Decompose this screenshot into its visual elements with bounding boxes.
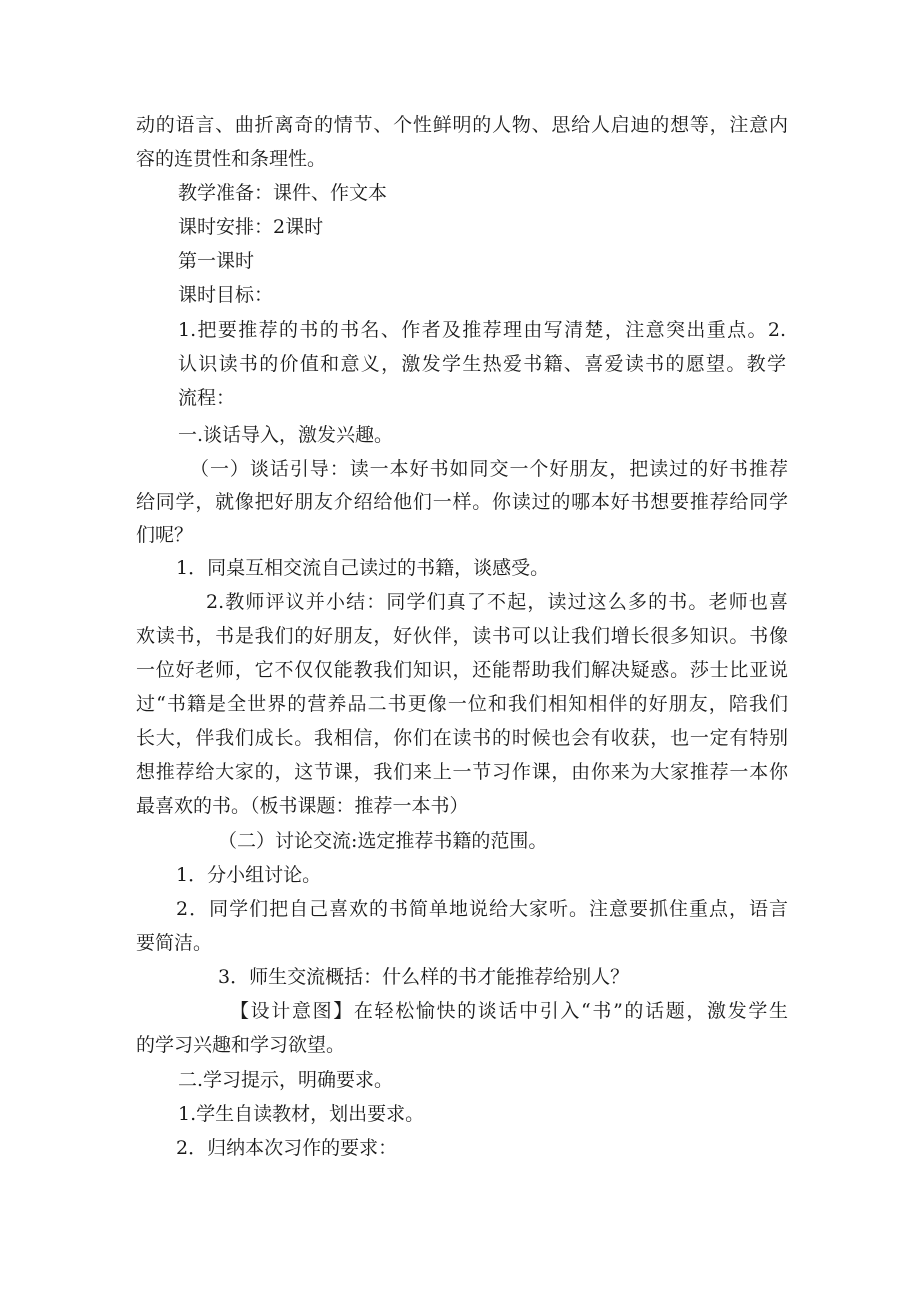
text-line-5: 第一课时: [178, 250, 255, 272]
text-line-8: 认识读书的价值和意义，激发学生热爱书籍、喜爱读书的愿望。教学: [178, 353, 786, 375]
text-line-2: 容的连贯性和条理性。: [136, 148, 327, 170]
text-line-12: 给同学，就像把好朋友介绍给他们一样。你读过的哪本好书想要推荐给同学: [136, 491, 788, 513]
text-line-18: 过“书籍是全世界的营养品二书更像一位和我们相知相伴的好朋友，陪我们: [136, 693, 788, 715]
text-line-4: 课时安排：2课时: [178, 216, 324, 238]
text-line-13: 们呢？: [136, 524, 194, 546]
text-line-30: 1.学生自读教材，划出要求。: [178, 1103, 425, 1125]
text-line-20: 想推荐给大家的，这节课，我们来上一节习作课，由你来为大家推荐一本你: [136, 761, 788, 783]
text-line-14: 1．同桌互相交流自己读过的书籍，谈感受。: [176, 557, 550, 579]
text-line-19: 长大，伴我们成长。我相信，你们在读书的时候也会有收获，也一定有特别: [136, 727, 788, 749]
text-line-21: 最喜欢的书。（板书课题：推荐一本书）: [136, 795, 469, 817]
text-line-25: 要简洁。: [136, 932, 213, 954]
text-line-23: 1．分小组讨论。: [176, 864, 322, 886]
text-line-1: 动的语言、曲折离奇的情节、个性鲜明的人物、思给人启迪的想等，注意内: [136, 114, 788, 136]
text-line-10: 一.谈话导入，激发兴趣。: [178, 424, 394, 446]
text-line-29: 二.学习提示，明确要求。: [178, 1069, 394, 1091]
text-line-11: （一）谈话引导：读一本好书如同交一个好朋友，把读过的好书推荐: [190, 458, 788, 480]
text-line-24: 2．同学们把自己喜欢的书简单地说给大家听。注意要抓住重点，语言: [176, 898, 788, 920]
text-line-26: 3．师生交流概括：什么样的书才能推荐给别人？: [218, 966, 630, 988]
text-line-22: （二）讨论交流:选定推荐书籍的范围。: [218, 830, 548, 852]
text-line-28: 的学习兴趣和学习欲望。: [136, 1034, 346, 1056]
text-line-31: 2．归纳本次习作的要求：: [176, 1137, 398, 1159]
text-line-16: 欢读书，书是我们的好朋友，好伙伴，读书可以让我们增长很多知识。书像: [136, 625, 788, 647]
text-line-3: 教学准备：课件、作文本: [178, 182, 388, 204]
text-line-15: 2.教师评议并小结：同学们真了不起，读过这么多的书。老师也喜: [206, 591, 788, 613]
text-line-7: 1.把要推荐的书的书名、作者及推荐理由写清楚，注意突出重点。2.: [178, 319, 786, 341]
text-line-6: 课时目标：: [178, 284, 274, 306]
text-line-17: 一位好老师，它不仅仅能教我们知识，还能帮助我们解决疑惑。莎士比亚说: [136, 659, 788, 681]
text-line-27: 【设计意图】在轻松愉快的谈话中引入“书”的话题，激发学生: [230, 1000, 788, 1022]
text-line-9: 流程：: [178, 387, 236, 409]
